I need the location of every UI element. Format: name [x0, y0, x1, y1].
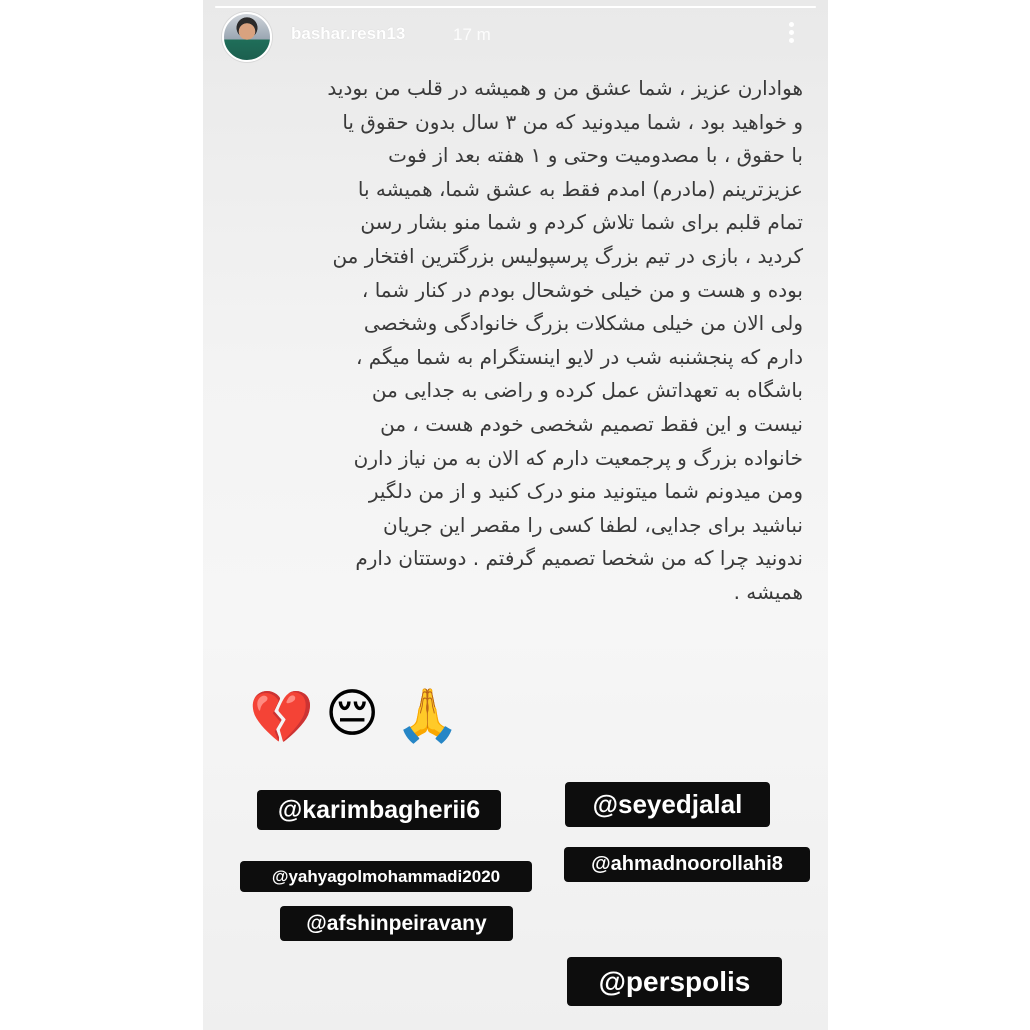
mention-tag-ahmadnoorollahi8[interactable]: @ahmadnoorollahi8 — [564, 847, 810, 882]
story-progress-fill — [215, 6, 816, 8]
story-progress-bar — [215, 6, 816, 8]
vertical-ellipsis-icon[interactable] — [785, 22, 797, 50]
broken-heart-icon: 💔 — [249, 688, 314, 748]
story-caption-text: هوادارن عزیز ، شما عشق من و همیشه در قلب من بودید و خواهید بود ، شما میدونید که من ۳ سال بدون حقوق یا با حقوق ، با مصدومیت وحتی و ۱ هفته بعد از فوت عزیزترینم (مادرم) امدم فقط به عشق شما، همیشه با تمام قلبم برای شما تلاش کردم و شما منو بشار رسن کردید ، بازی در تیم بزرگ پرسپولیس بزرگترین افتخار من بوده و هست و من خیلی خوشحال بودم در کنار شما ، ولی الان من خیلی مشکلات بزرگ خانوادگی وشخصی دارم که پنجشنبه شب در لایو اینستگرام به شما میگم ، باشگاه به تعهداتش عمل کرده و راضی به جدایی من نیست و این فقط تصمیم شخصی خودم هست ، من خانواده بزرگ و پرجمعیت دارم که الان به من نیاز دارن ومن میدونم شما میتونید منو درک کنید و از من دلگیر نباشید برای جدایی، لطفا کسی را مقصر این جریان ندونید چرا که من شخصا تصمیم گرفتم . دوستتان دارم همیشه . — [327, 76, 803, 604]
mention-tag-afshinpeiravany[interactable]: @afshinpeiravany — [280, 906, 513, 941]
folded-hands-icon: 🙏 — [395, 686, 460, 746]
mention-tag-karimbagherii6[interactable]: @karimbagherii6 — [257, 790, 501, 830]
mention-tag-yahyagolmohammadi2020[interactable]: @yahyagolmohammadi2020 — [240, 861, 532, 892]
story-timestamp: 17 m — [453, 25, 491, 44]
pensive-face-icon: 😔 — [325, 684, 380, 744]
story-frame[interactable] — [203, 0, 828, 1030]
mention-tag-perspolis[interactable]: @perspolis — [567, 957, 782, 1006]
avatar[interactable] — [222, 12, 272, 62]
story-username[interactable]: bashar.resn13 — [291, 24, 406, 43]
mention-tag-seyedjalal[interactable]: @seyedjalal — [565, 782, 770, 827]
